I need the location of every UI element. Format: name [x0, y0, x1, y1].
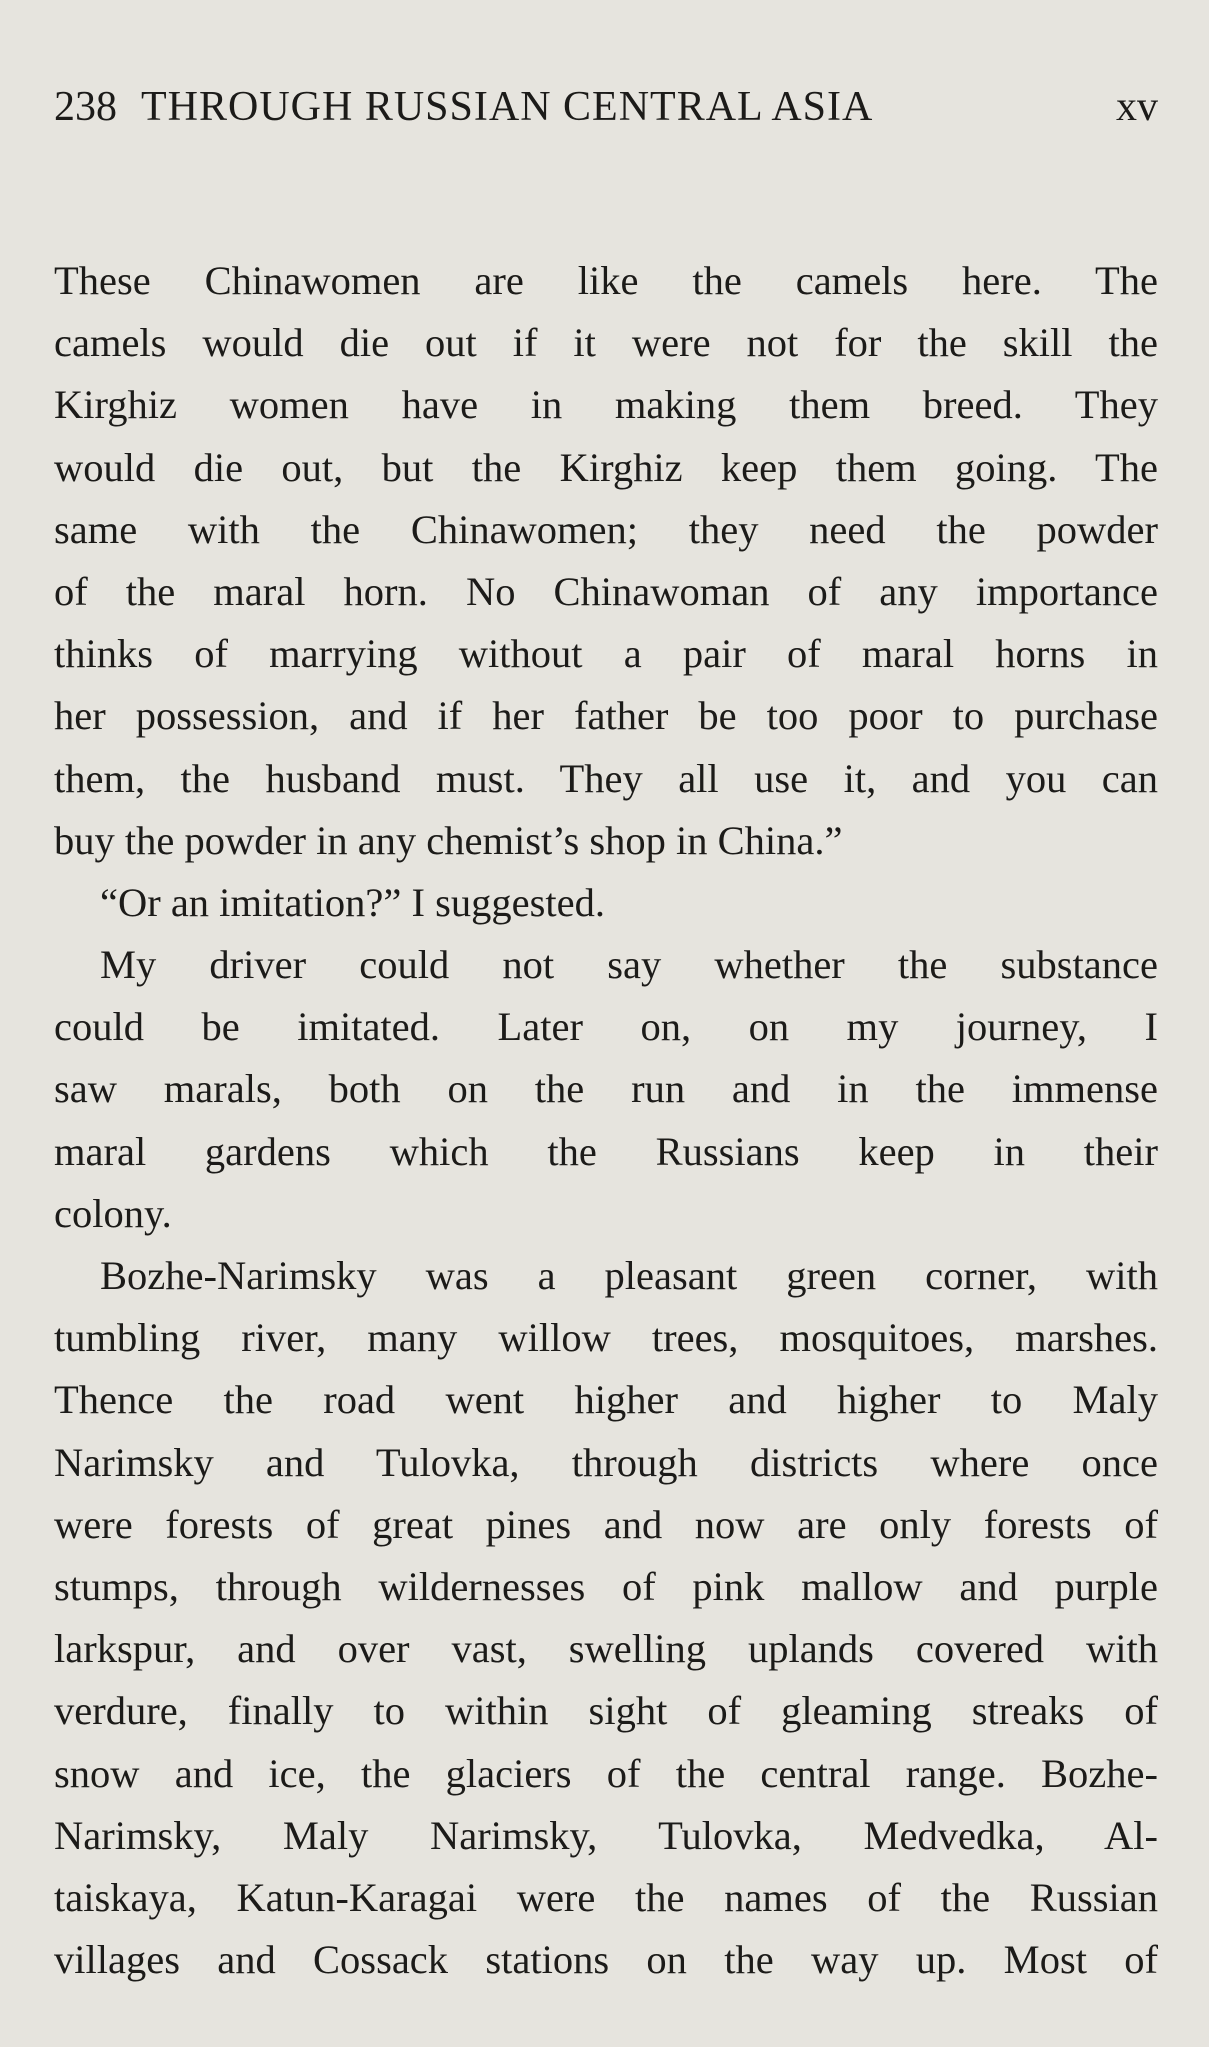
text-line: “Or an imitation?” I suggested.	[100, 879, 605, 925]
body-text	[54, 250, 1158, 1991]
text-line: These Chinawomen are like the camels here. The	[54, 258, 1158, 303]
text-line: would die out, but the Kirghiz keep them going. The	[54, 444, 1158, 490]
text-line: My driver could not say whether the substance	[100, 942, 1158, 988]
text-line: saw marals, both on the run and in the immense	[54, 1066, 1158, 1112]
text-line: her possession, and if her father be too poor to purchase	[54, 693, 1158, 739]
text-line: buy the powder in any chemist’s shop in China.”	[54, 817, 843, 863]
text-line: were forests of great pines and now are only forests of	[54, 1501, 1158, 1547]
text-line: maral gardens which the Russians keep in their	[54, 1128, 1158, 1174]
running-title: THROUGH RUSSIAN CENTRAL ASIA	[141, 84, 874, 130]
page-number: 238	[54, 84, 117, 130]
book-page	[54, 76, 1158, 1991]
text-line: Bozhe-Narimsky was a pleasant green corner, with	[100, 1253, 1158, 1298]
text-line: could be imitated. Later on, on my journey, I	[54, 1004, 1158, 1050]
text-line: tumbling river, many willow trees, mosquitoes, marshes.	[54, 1315, 1158, 1361]
text-line: Narimsky and Tulovka, through districts where once	[54, 1439, 1158, 1485]
text-line: of the maral horn. No Chinawoman of any importance	[54, 568, 1158, 614]
text-line: Thence the road went higher and higher to Maly	[54, 1377, 1158, 1423]
running-head	[54, 76, 1158, 138]
text-line: stumps, through wildernesses of pink mallow and purple	[54, 1563, 1158, 1609]
text-line: them, the husband must. They all use it, and you can	[54, 755, 1158, 801]
text-line: taiskaya, Katun-Karagai were the names of the Russian	[54, 1874, 1158, 1920]
text-line: snow and ice, the glaciers of the central range. Bozhe-	[54, 1750, 1158, 1796]
text-line: camels would die out if it were not for the skill the	[54, 320, 1158, 366]
text-line: Narimsky, Maly Narimsky, Tulovka, Medvedka, Al-	[54, 1812, 1158, 1858]
text-line: verdure, finally to within sight of gleaming streaks of	[54, 1688, 1158, 1734]
text-line: Kirghiz women have in making them breed. They	[54, 382, 1158, 428]
text-line: colony.	[54, 1190, 172, 1236]
text-line: larkspur, and over vast, swelling uplands covered with	[54, 1626, 1158, 1672]
chapter-number: xv	[1116, 84, 1158, 130]
running-head-left	[54, 76, 873, 138]
text-line: villages and Cossack stations on the way up. Most of	[54, 1937, 1158, 1983]
text-line: thinks of marrying without a pair of maral horns in	[54, 631, 1158, 677]
text-line: same with the Chinawomen; they need the powder	[54, 506, 1158, 552]
